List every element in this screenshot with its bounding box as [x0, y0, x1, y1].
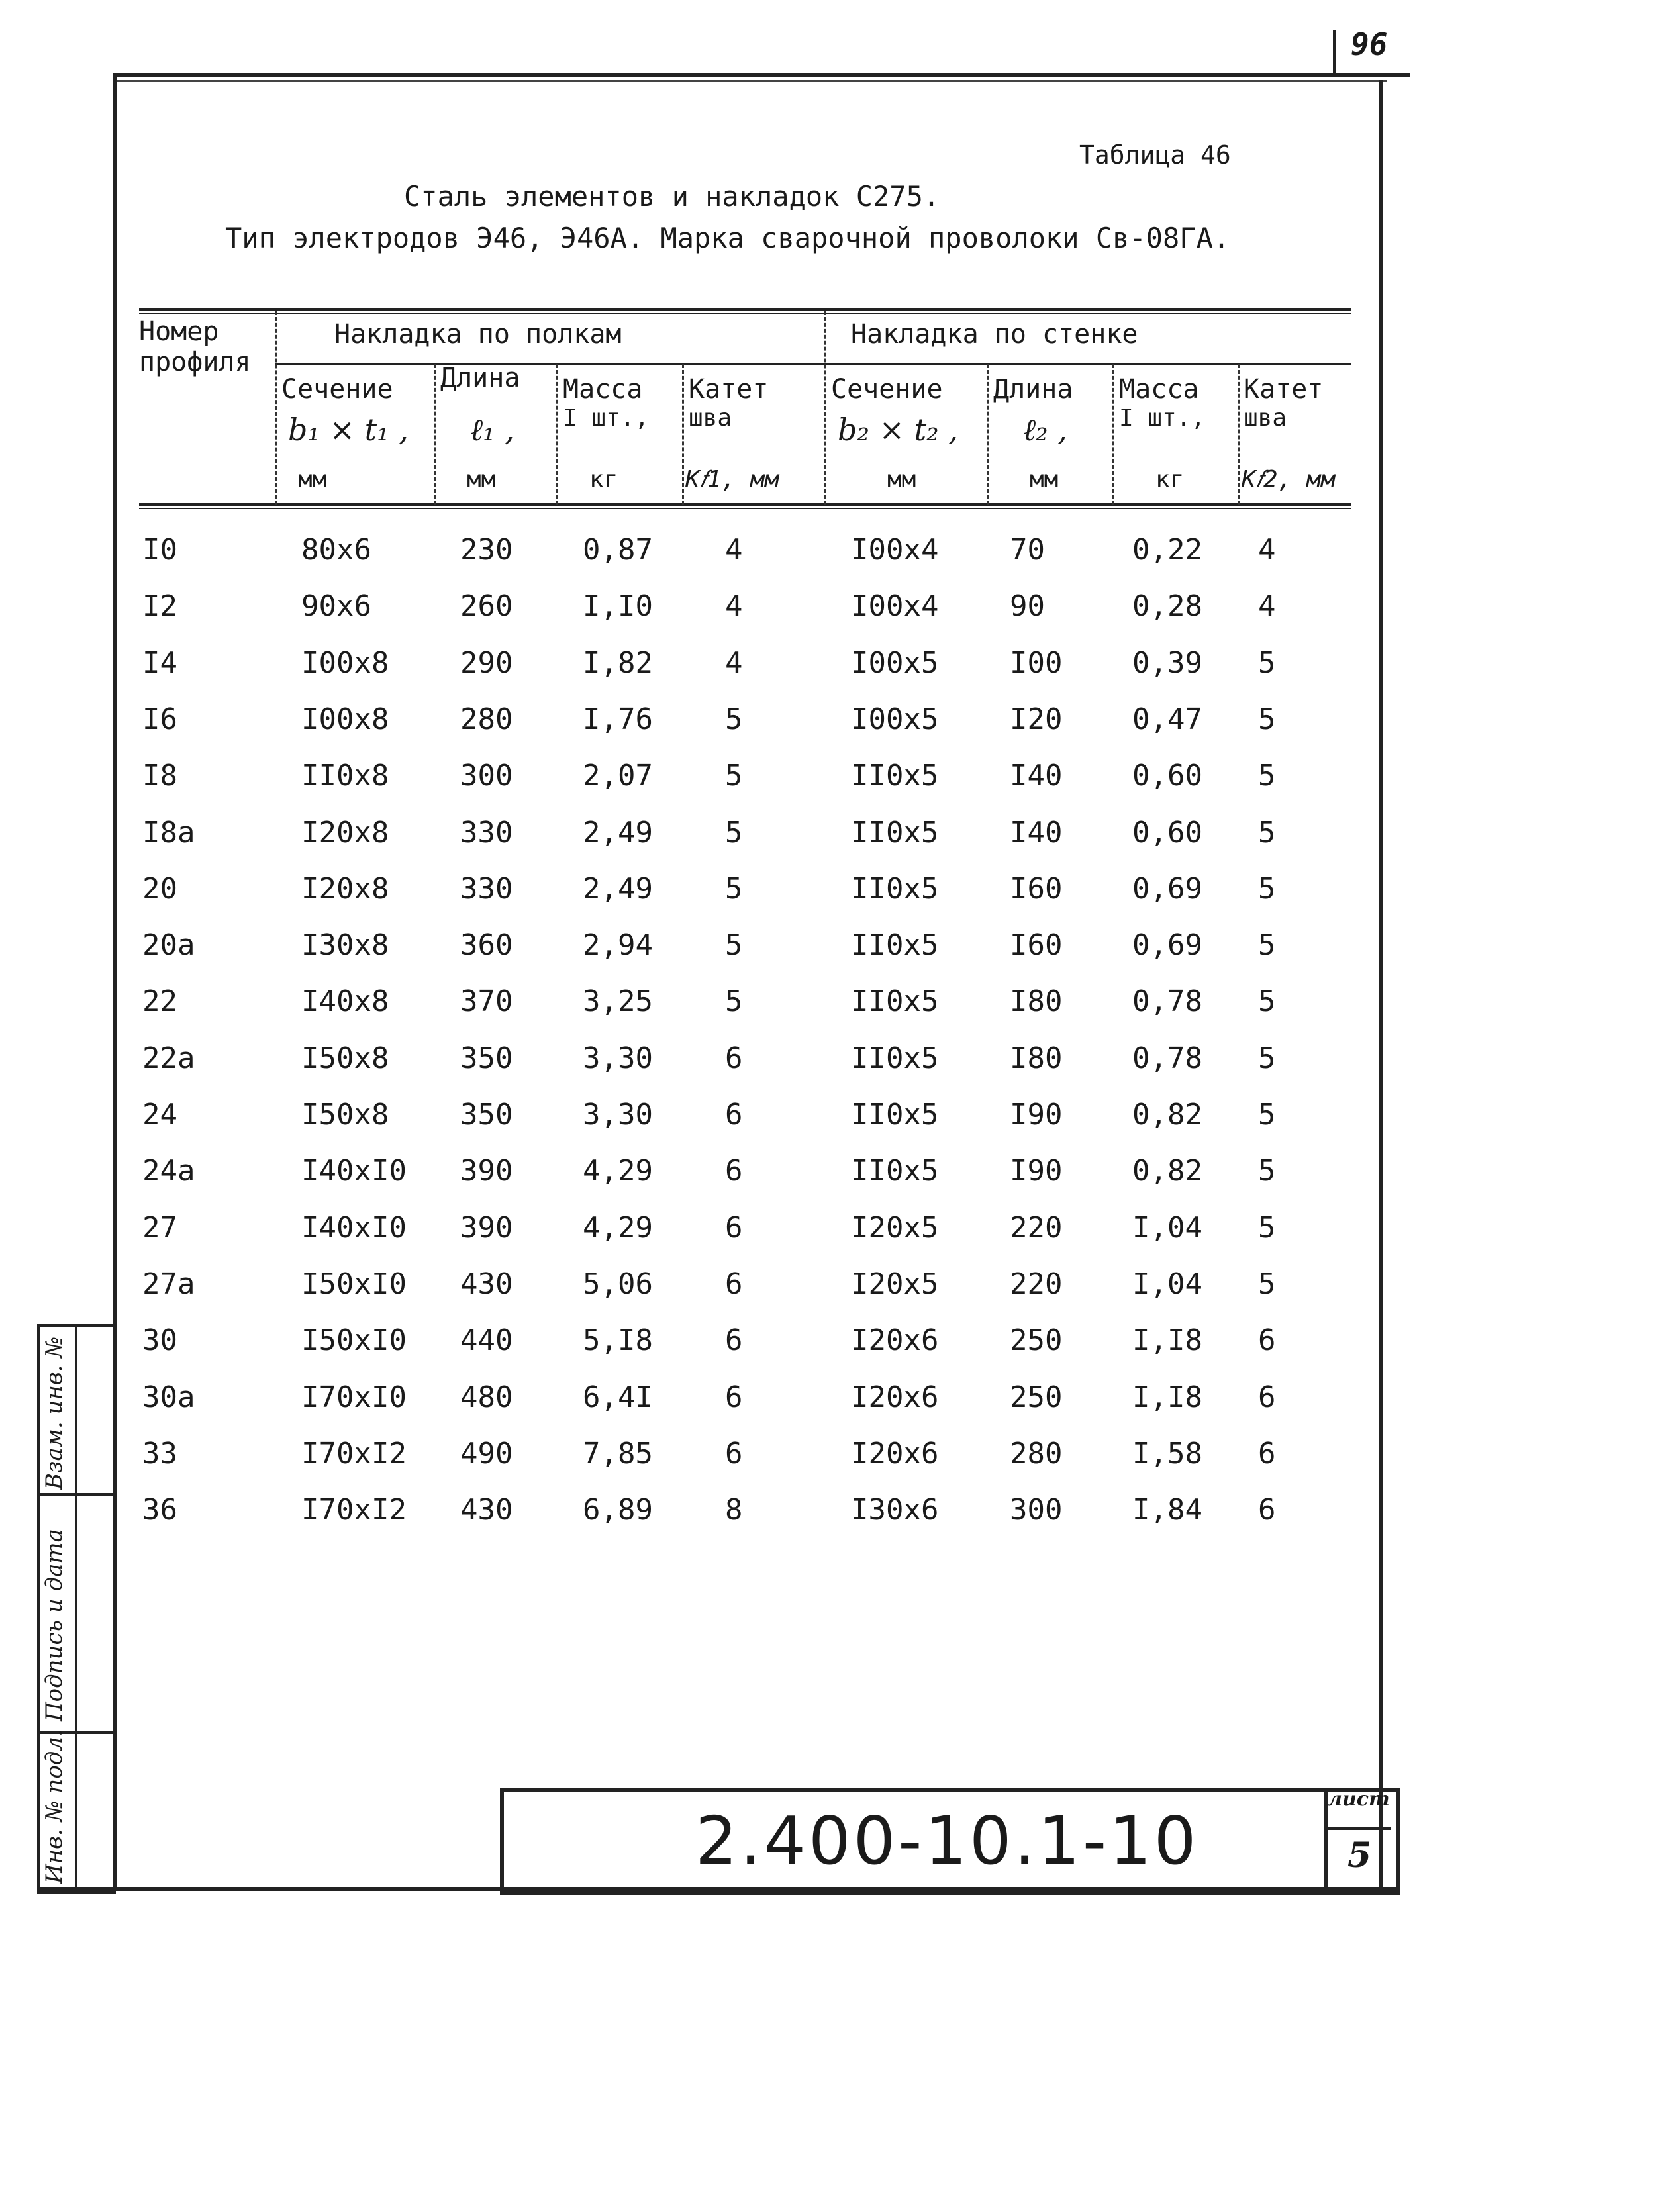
table-cell: II0x5	[851, 928, 939, 963]
side-stamp-seg-1	[37, 1493, 113, 1496]
table-cell: 5	[725, 759, 743, 793]
table-cell: 0,22	[1132, 533, 1202, 567]
table-cell: 300	[1010, 1493, 1063, 1527]
table-cell: 6	[725, 1210, 743, 1245]
table-cell: 0,60	[1132, 759, 1202, 793]
table-cell: 440	[460, 1323, 513, 1358]
table-cell: I20x6	[851, 1380, 939, 1414]
table-cell: 490	[460, 1436, 513, 1470]
table-cell: 36	[142, 1493, 177, 1527]
table-cell: 24a	[142, 1154, 195, 1188]
table-cell: 430	[460, 1267, 513, 1301]
table-cell: I,76	[583, 702, 653, 736]
header-bottom-rule-2	[139, 508, 1351, 509]
table-cell: 220	[1010, 1267, 1063, 1301]
table-cell: 90x6	[301, 589, 371, 624]
table-cell: 350	[460, 1098, 513, 1131]
table-cell: 6	[1258, 1436, 1276, 1470]
table-cell: I50xI0	[301, 1323, 407, 1358]
header-unit-mm-3: мм	[887, 466, 916, 493]
table-cell: I50x8	[301, 1041, 389, 1075]
table-cell: 0,69	[1132, 928, 1202, 963]
header-length-flange: Длина	[440, 363, 520, 393]
table-cell: I20x5	[851, 1210, 939, 1245]
table-cell: 360	[460, 928, 513, 963]
table-cell: 250	[1010, 1323, 1063, 1358]
table-cell: 250	[1010, 1380, 1063, 1414]
table-cell: 6	[725, 1041, 743, 1075]
table-cell: 390	[460, 1154, 513, 1188]
table-cell: 6	[725, 1267, 743, 1301]
table-title-line2: Тип электродов Э46, Э46А. Марка сварочной проволоки Св-08ГА.	[225, 222, 1230, 254]
table-cell: I,84	[1132, 1493, 1202, 1527]
table-cell: I8	[142, 759, 177, 793]
header-top-rule	[139, 308, 1351, 311]
table-cell: 0,82	[1132, 1154, 1202, 1188]
frame-top-inner-line	[113, 80, 1387, 82]
table-cell: 5	[1258, 1098, 1276, 1131]
table-cell: 5	[725, 702, 743, 736]
table-cell: 0,39	[1132, 646, 1202, 680]
table-cell: 5,I8	[583, 1323, 653, 1358]
table-cell: 220	[1010, 1210, 1063, 1245]
table-cell: I00x8	[301, 646, 389, 680]
table-cell: II0x5	[851, 985, 939, 1019]
table-cell: 5	[725, 815, 743, 849]
table-cell: I20x5	[851, 1267, 939, 1301]
table-cell: I70xI2	[301, 1436, 407, 1470]
header-unit-kg-2: кг	[1155, 466, 1185, 493]
side-stamp-divider	[75, 1324, 77, 1887]
table-cell: I90	[1010, 1098, 1063, 1131]
table-cell: II0x5	[851, 759, 939, 793]
table-cell: I20x6	[851, 1323, 939, 1358]
table-cell: 3,25	[583, 985, 653, 1019]
table-cell: I4	[142, 646, 177, 680]
table-cell: 6,89	[583, 1493, 653, 1527]
table-cell: 4	[725, 533, 743, 567]
table-cell: I30x6	[851, 1493, 939, 1527]
header-mass-flange: Масса	[563, 374, 643, 405]
table-cell: 0,82	[1132, 1098, 1202, 1131]
header-leg-flange-sym: K𝑓1, мм	[685, 466, 779, 493]
table-cell: 300	[460, 759, 513, 793]
table-label: Таблица 46	[1079, 140, 1231, 169]
table-cell: I,04	[1132, 1267, 1202, 1301]
table-cell: 4	[1258, 589, 1276, 624]
table-cell: 90	[1010, 589, 1045, 624]
table-cell: 0,87	[583, 533, 653, 567]
table-cell: 0,69	[1132, 871, 1202, 906]
table-cell: 8	[725, 1493, 743, 1527]
header-vrule-2	[434, 364, 436, 505]
table-cell: 260	[460, 589, 513, 624]
table-cell: I00x8	[301, 702, 389, 736]
table-cell: I40	[1010, 759, 1063, 793]
header-length-web-sym: ℓ₂ ,	[1023, 412, 1067, 448]
header-mass-web-sub: I шт.,	[1119, 405, 1206, 432]
table-cell: 5	[1258, 1041, 1276, 1075]
table-cell: 0,60	[1132, 815, 1202, 849]
table-cell: I00x4	[851, 589, 939, 624]
header-top-rule-2	[139, 313, 1351, 314]
table-cell: 5	[1258, 1267, 1276, 1301]
header-vrule-3	[556, 364, 558, 505]
table-cell: II0x5	[851, 1154, 939, 1188]
table-cell: 5	[1258, 815, 1276, 849]
header-length-flange-sym: ℓ₁ ,	[470, 412, 514, 448]
header-vrule-8	[1238, 364, 1240, 505]
header-section-flange-sym: b₁ × t₁ ,	[288, 412, 409, 448]
table-cell: 280	[1010, 1436, 1063, 1470]
table-cell: 2,49	[583, 871, 653, 906]
table-cell: I00x4	[851, 533, 939, 567]
table-cell: 5	[1258, 985, 1276, 1019]
table-cell: I20	[1010, 702, 1063, 736]
table-cell: 5	[725, 871, 743, 906]
table-cell: 3,30	[583, 1041, 653, 1075]
table-cell: 5	[1258, 1210, 1276, 1245]
header-vrule-1	[275, 311, 277, 505]
header-bottom-rule	[139, 503, 1351, 506]
table-cell: 5	[1258, 928, 1276, 963]
table-cell: I20x8	[301, 871, 389, 906]
table-cell: I8a	[142, 815, 195, 849]
table-cell: 290	[460, 646, 513, 680]
header-unit-mm-1: мм	[298, 466, 327, 493]
header-profile-no: Номер профиля	[139, 316, 251, 377]
table-cell: 7,85	[583, 1436, 653, 1470]
table-cell: 330	[460, 815, 513, 849]
table-cell: I,I0	[583, 589, 653, 624]
header-vrule-5	[824, 311, 826, 505]
table-cell: I20x6	[851, 1436, 939, 1470]
table-cell: 5	[1258, 646, 1276, 680]
header-section-web: Сечение	[831, 374, 943, 405]
table-cell: 4	[1258, 533, 1276, 567]
table-cell: 70	[1010, 533, 1045, 567]
table-cell: II0x5	[851, 871, 939, 906]
table-cell: 0,78	[1132, 1041, 1202, 1075]
table-cell: 4	[725, 589, 743, 624]
header-length-web: Длина	[993, 374, 1073, 405]
header-leg-web-sym: K𝑓2, мм	[1242, 466, 1336, 493]
table-cell: 24	[142, 1098, 177, 1131]
table-cell: 80x6	[301, 533, 371, 567]
table-cell: I00x5	[851, 702, 939, 736]
header-unit-mm-2: мм	[467, 466, 496, 493]
table-cell: II0x8	[301, 759, 389, 793]
table-cell: I30x8	[301, 928, 389, 963]
table-cell: 6	[725, 1323, 743, 1358]
table-cell: 20a	[142, 928, 195, 963]
side-stamp-replace-inv: Взам. инв. №	[41, 1336, 68, 1490]
header-mid-rule	[275, 363, 1351, 365]
table-cell: II0x5	[851, 1098, 939, 1131]
table-cell: I0	[142, 533, 177, 567]
table-cell: II0x5	[851, 815, 939, 849]
table-cell: 480	[460, 1380, 513, 1414]
table-cell: 5	[1258, 871, 1276, 906]
table-cell: I,58	[1132, 1436, 1202, 1470]
sheet-number: 5	[1347, 1835, 1372, 1876]
table-cell: I70xI0	[301, 1380, 407, 1414]
header-section-flange: Сечение	[281, 374, 393, 405]
table-cell: I40	[1010, 815, 1063, 849]
table-cell: 5	[1258, 759, 1276, 793]
header-vrule-7	[1112, 364, 1114, 505]
table-cell: 6,4I	[583, 1380, 653, 1414]
table-cell: 6	[725, 1154, 743, 1188]
header-section-web-sym: b₂ × t₂ ,	[838, 412, 958, 448]
header-unit-mm-4: мм	[1030, 466, 1059, 493]
table-cell: 30	[142, 1323, 177, 1358]
table-cell: 27	[142, 1210, 177, 1245]
header-unit-kg-1: кг	[589, 466, 618, 493]
table-cell: I6	[142, 702, 177, 736]
table-cell: 6	[725, 1380, 743, 1414]
frame-top-line	[113, 73, 1410, 77]
table-cell: I80	[1010, 1041, 1063, 1075]
table-title-line1: Сталь элементов и накладок С275.	[404, 180, 940, 213]
table-cell: 0,78	[1132, 985, 1202, 1019]
table-cell: 5	[1258, 702, 1276, 736]
table-cell: 5	[1258, 1154, 1276, 1188]
table-cell: 4,29	[583, 1210, 653, 1245]
corner-mark	[1333, 30, 1336, 76]
table-cell: 33	[142, 1436, 177, 1470]
table-cell: 2,94	[583, 928, 653, 963]
table-cell: I90	[1010, 1154, 1063, 1188]
header-web-group: Накладка по стенке	[851, 319, 1138, 350]
table-cell: 430	[460, 1493, 513, 1527]
table-cell: I00	[1010, 646, 1063, 680]
table-cell: 5	[725, 928, 743, 963]
table-cell: 22	[142, 985, 177, 1019]
sheet-label: лист	[1328, 1788, 1390, 1811]
table-cell: 230	[460, 533, 513, 567]
header-flange-group: Накладка по полкам	[334, 319, 622, 350]
table-cell: 6	[1258, 1493, 1276, 1527]
table-cell: I60	[1010, 871, 1063, 906]
table-cell: I50xI0	[301, 1267, 407, 1301]
header-leg-web: Катет	[1244, 374, 1324, 405]
table-cell: 350	[460, 1041, 513, 1075]
table-cell: 6	[1258, 1323, 1276, 1358]
table-cell: 30a	[142, 1380, 195, 1414]
table-cell: 6	[725, 1098, 743, 1131]
table-cell: 0,28	[1132, 589, 1202, 624]
table-cell: 2,07	[583, 759, 653, 793]
table-cell: 5	[725, 985, 743, 1019]
frame-right-line	[1379, 80, 1383, 1891]
table-cell: 390	[460, 1210, 513, 1245]
table-cell: II0x5	[851, 1041, 939, 1075]
table-cell: 0,47	[1132, 702, 1202, 736]
side-stamp-inv-orig: Инв. № подл.	[41, 1729, 68, 1884]
header-vrule-4	[682, 364, 684, 505]
table-cell: I60	[1010, 928, 1063, 963]
table-cell: I50x8	[301, 1098, 389, 1131]
table-cell: I,04	[1132, 1210, 1202, 1245]
table-cell: 20	[142, 871, 177, 906]
title-block-sheet-divider	[1324, 1827, 1391, 1830]
side-stamp-sign-date: Подпись и дата	[41, 1529, 68, 1721]
table-cell: 4	[725, 646, 743, 680]
table-cell: 4,29	[583, 1154, 653, 1188]
table-cell: 5,06	[583, 1267, 653, 1301]
table-cell: 6	[725, 1436, 743, 1470]
table-cell: I80	[1010, 985, 1063, 1019]
table-cell: I,82	[583, 646, 653, 680]
table-cell: I40xI0	[301, 1210, 407, 1245]
table-cell: I2	[142, 589, 177, 624]
header-leg-flange: Катет	[689, 374, 769, 405]
table-cell: 330	[460, 871, 513, 906]
table-cell: 2,49	[583, 815, 653, 849]
document-code: 2.400-10.1-10	[695, 1802, 1199, 1880]
table-cell: 280	[460, 702, 513, 736]
table-cell: 370	[460, 985, 513, 1019]
page-number: 96	[1351, 26, 1388, 62]
table-cell: 6	[1258, 1380, 1276, 1414]
table-cell: I,I8	[1132, 1380, 1202, 1414]
header-leg-flange-sub: шва	[689, 405, 732, 432]
header-mass-web: Масса	[1119, 374, 1199, 405]
table-cell: I20x8	[301, 815, 389, 849]
header-leg-web-sub: шва	[1244, 405, 1287, 432]
header-mass-flange-sub: I шт.,	[563, 405, 650, 432]
table-cell: 27a	[142, 1267, 195, 1301]
table-cell: 22a	[142, 1041, 195, 1075]
table-cell: I40x8	[301, 985, 389, 1019]
table-cell: I70xI2	[301, 1493, 407, 1527]
table-cell: I00x5	[851, 646, 939, 680]
table-cell: I,I8	[1132, 1323, 1202, 1358]
table-cell: I40xI0	[301, 1154, 407, 1188]
header-vrule-6	[987, 364, 989, 505]
table-cell: 3,30	[583, 1098, 653, 1131]
